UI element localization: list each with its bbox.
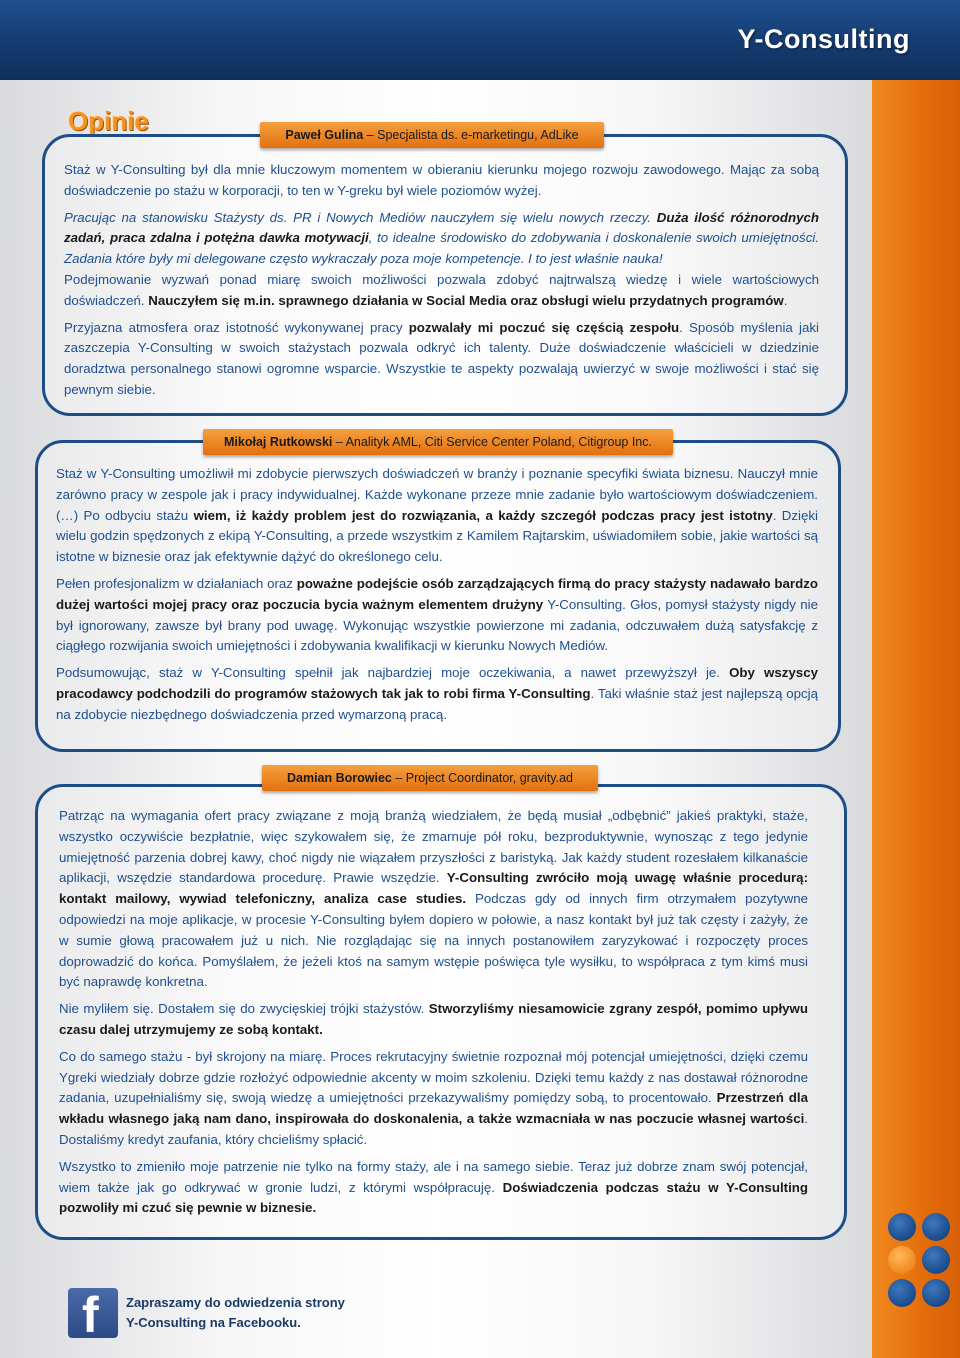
orange-side-bar [872, 80, 960, 1358]
paragraph: Co do samego stażu - był skrojony na miarę. Proces rekrutacyjny świetnie rozpoznał mój potencjał umiejętności, dzięki czemu Ygreki wiedziały dobrze gdzie rozłożyć odpowiednie akcenty w moim szkoleniu. Dzięki temu każdy z nas dostawał różnorodne zadania, uzupełnialiśmy się, swoją wiedzę a umiejętności przekazywaliśmy pomiędzy sobą, to procentowało. Przestrzeń dla wkładu własnego jaką nam dano, inspirowała do doskonalenia, a także wzmacniała w nas poczucie własnej wartości. Dostaliśmy kredyt zaufania, który chcieliśmy spłacić. [59, 1048, 808, 1147]
circle-icon [922, 1213, 950, 1241]
author-name: Damian Borowiec [286, 771, 392, 785]
author-role: – Specjalista ds. e-marketingu, AdLike [363, 128, 579, 142]
paragraph: Staż w Y-Consulting umożliwił mi zdobycie pierwszych doświadczeń w branży i poznanie specyfiki świata biznesu. Nauczył mnie zarówno pracy w zespole jak i pracy indywidualnej. Każde wykonane przeze mnie zadanie było wartościowym doświadczeniem. (…) Po odbyciu stażu wiem, iż każdy problem jest do rozwiązania, a każdy szczegół podczas pracy jest istotny. Dzięki wielu godzin spędzonych z ekipą Y-Consulting, a przede wszystkim z Kamilem Rajtarskim, uświadomiłem sobie, jakie wartości są istotne w biznesie oraz jak efektywnie dążyć do określonego celu. [56, 466, 819, 565]
facebook-icon[interactable]: f [68, 1288, 118, 1338]
paragraph: Pełen profesjonalizm w działaniach oraz poważne podejście osób zarządzających firmą do pracy stażysty nadawało bardzo dużej wartości mojej pracy oraz poczucia bycia ważnym elementem drużyny Y-Consulting. Głos, pomysł stażysty nigdy nie był ignorowany, zawsze był brany pod uwagę. Wykonując wszystkie powierzone mi zadania, odczuwałem dużą satysfakcję z ciągłego rozwijania swoich umiejętności i zdobywania kwalifikacji w kierunku Nowych Mediów. [56, 575, 818, 654]
paragraph: Wszystko to zmieniło moje patrzenie nie tylko na formy staży, ale i na samego siebie. Teraz już dobrze znam swój potencjał, wiem także jak go odkrywać w gronie ludzi, z którymi współpracuję. Doświadczenia podczas stażu w Y-Consulting pozwoliły mi czuć się pewnie w biznesie. [59, 1158, 809, 1216]
circle-icon [922, 1246, 950, 1274]
facebook-invite-line1: Zapraszamy do odwiedzenia strony [126, 1295, 345, 1310]
circle-icon [888, 1246, 916, 1274]
section-title: Opinie [68, 106, 149, 136]
paragraph: Podejmowanie wyzwań ponad miarę swoich możliwości pozwala zdobyć najtrwalszą wiedzę i wiele wartościowych doświadczeń. Nauczyłem się m.in. sprawnego działania w Social Media oraz obsługi wielu przydatnych programów. [64, 271, 819, 308]
author-role: – Analityk AML, Citi Service Center Poland, Citigroup Inc. [332, 435, 652, 449]
author-role: – Project Coordinator, gravity.ad [391, 771, 573, 785]
paragraph: Patrząc na wymagania ofert pracy związane z moją branżą wiedziałem, że będą musiał „odbębnić” jakieś praktyki, staże, wszystko oczywiście bezpłatnie, więc szykowałem się, że zmarnuje pół roku, bezproduktywnie, wynosząc z tego jedynie umiejętność parzenia dobrej kawy, choć nigdy nie wiązałem przyszłości z baristyką. Jak każdy student rozesłałem kilkanaście aplikacji, wszędzie standardowa procedurę. Prawie wszędzie. Y-Consulting zwróciło moją uwagę właśnie procedurą: kontakt mailowy, wywiad telefoniczny, analiza case studies. Podczas gdy od innych firm otrzymałem pozytywne odpowiedzi na moje aplikacje, w procesie Y-Consulting byłem dopiero w połowie, a nasz kontakt był już tak częsty i zażyły, że w sumie głową pracowałem już u nich. Nie rozglądając się na innych postanowiłem zaryzykować i rozpoczęty proces doprowadzić do końca. Pomyślałem, że jeżeli ktoś na samym wstępie poświęca tyle wysiłku, to współpraca z tym kimś musi być naprawdę konkretna. [59, 808, 808, 990]
author-name: Mikołaj Rutkowski [224, 435, 333, 449]
facebook-invite-line2: Y-Consulting na Facebooku. [126, 1315, 301, 1330]
paragraph: Pracując na stanowisku Stażysty ds. PR i Nowych Mediów nauczyłem się wielu nowych rzeczy. Duża ilość różnorodnych zadań, praca zdalna i potężna dawka motywacji, to idealne środowisko do zdobywania i doskonalenie swoich umiejętności. Zadania które były mi delegowane często wykraczały poza moje kompetencje. I to jest właśnie nauka! [64, 209, 819, 267]
testimonial-tag-2 [203, 429, 673, 455]
testimonial-tag-1 [260, 122, 604, 148]
circle-icon [888, 1213, 916, 1241]
testimonial-tag-3 [262, 765, 598, 791]
paragraph: Podsumowując, staż w Y-Consulting spełnił jak najbardziej moje oczekiwania, a nawet przewyższył je. Oby wszyscy pracodawcy podchodzili do programów stażowych tak jak to robi firma Y-Consulting. Taki właśnie staż jest najlepszą opcją na zdobycie niezbędnego doświadczenia przed wymarzoną pracą. [56, 665, 818, 722]
header-title: Y-Consulting [737, 24, 910, 54]
author-name: Paweł Gulina [285, 128, 364, 142]
facebook-invite[interactable] [126, 1293, 345, 1333]
header-bar [0, 0, 960, 80]
circle-icon [922, 1279, 950, 1307]
testimonial-text-1 [64, 160, 819, 401]
paragraph: Staż w Y-Consulting był dla mnie kluczowym momentem w obieraniu kierunku mojego rozwoju zawodowego. Mając za sobą doświadczenie po stażu w korporacji, to ten w Y-greku był wiele poziomów wyżej. [64, 162, 819, 198]
circle-icon [888, 1279, 916, 1307]
testimonial-text-3 [59, 806, 808, 1219]
testimonial-text-2 [56, 464, 818, 726]
paragraph: Przyjazna atmosfera oraz istotność wykonywanej pracy pozwalały mi poczuć się częścią zespołu. Sposób myślenia jaki zaszczepia Y-Consulting w swoich stażystach pozwala odkryć ich talenty. Duże doświadczenie właścicieli w dziedzinie doradztwa personalnego stanowi ogromne wsparcie. Wszystkie te aspekty pozwalają uwierzyć w swoje możliwości i stać się pewnym siebie. [64, 319, 819, 397]
paragraph: Nie myliłem się. Dostałem się do zwycięskiej trójki stażystów. Stworzyliśmy niesamowicie zgrany zespół, pomimo upływu czasu dalej utrzymujemy ze sobą kontakt. [59, 1001, 809, 1037]
